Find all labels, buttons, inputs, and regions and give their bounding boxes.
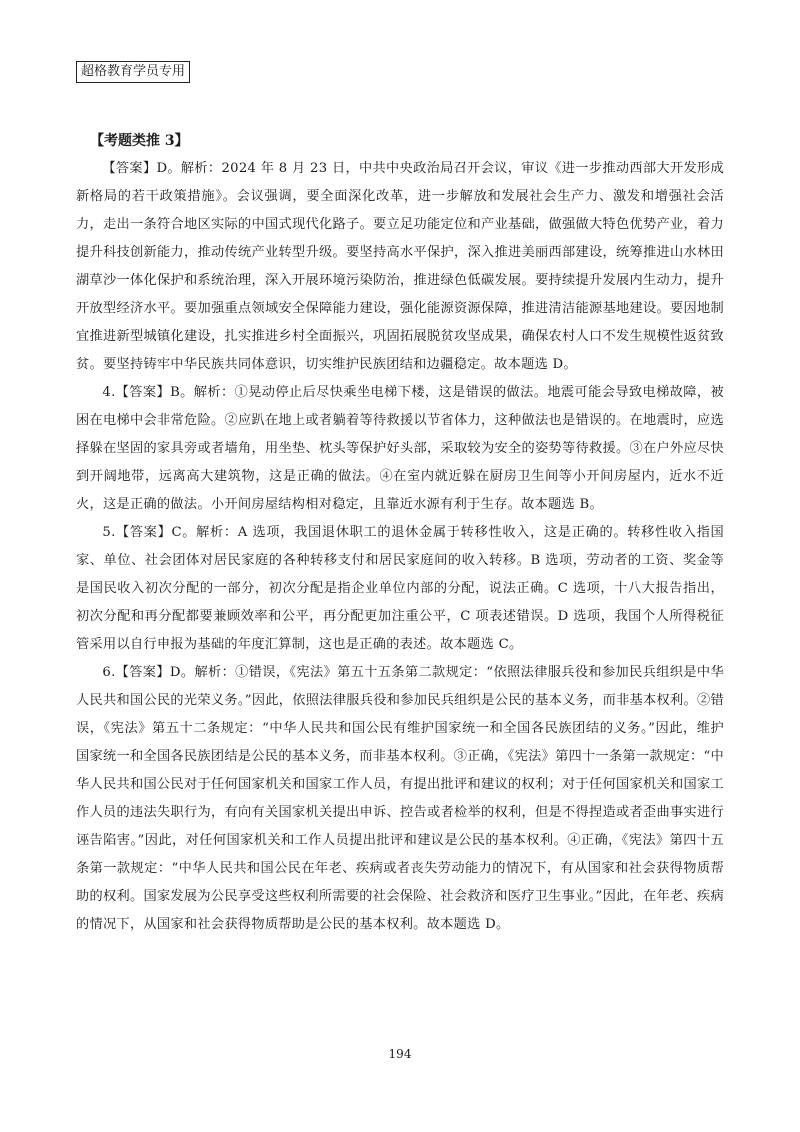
answer-paragraph-3: 【答案】D。解析：2024 年 8 月 23 日，中共中央政治局召开会议，审议《进一步推动西部大开发形成新格局的若干政策措施》。会议强调，要全面深化改革，进一步解放和发展社会生产力、激发和增强社会活力，走出一条符合地区实际的中国式现代化路子。要立足功能定位和产业基础，做强做大特色优势产业，着力提升科技创新能力，推动传统产业转型升级。要坚持高水平保护，深入推进美丽西部建设，统筹推进山水林田湖草沙一体化保护和系统治理，深入开展环境污染防治，推进绿色低碳发展。要持续提升发展内生动力，提升开放型经济水平。要加强重点领域安全保障能力建设，强化能源资源保障，推进清洁能源基地建设。要因地制宜推进新型城镇化建设，扎实推进乡村全面振兴，巩固拓展脱贫攻坚成果，确保农村人口不发生规模性返贫致贫。要坚持铸牢中华民族共同体意识，切实维护民族团结和边疆稳定。故本题选 D。 — [76, 161, 724, 372]
section-title: 【考题类推 3】 — [90, 133, 189, 149]
page-number: 194 — [388, 1047, 412, 1061]
header-stamp-label: 超格教育学员专用 — [76, 61, 190, 83]
document-body — [76, 127, 724, 939]
answer-paragraph-6: 6.【答案】D。解析：①错误，《宪法》第五十五条第二款规定：“依照法律服兵役和参加民兵组织是中华人民共和国公民的光荣义务。”因此，依照法律服兵役和参加民兵组织是公民的基本义务，而非基本权利。②错误，《宪法》第五十二条规定：“中华人民共和国公民有维护国家统一和全国各民族团结的义务。”因此，维护国家统一和全国各民族团结是公民的基本义务，而非基本权利。③正确，《宪法》第四十一条第一款规定：“中华人民共和国公民对于任何国家机关和国家工作人员，有提出批评和建议的权利；对于任何国家机关和国家工作人员的违法失职行为，有向有关国家机关提出申诉、控告或者检举的权利，但是不得捏造或者歪曲事实进行诬告陷害。”因此，对任何国家机关和工作人员提出批评和建议是公民的基本权利。④正确，《宪法》第四十五条第一款规定：“中华人民共和国公民在年老、疾病或者丧失劳动能力的情况下，有从国家和社会获得物质帮助的权利。国家发展为公民享受这些权利所需要的社会保险、社会救济和医疗卫生事业。”因此，在年老、疾病的情况下，从国家和社会获得物质帮助是公民的基本权利。故本题选 D。 — [76, 665, 724, 932]
answer-paragraph-4: 4.【答案】B。解析：①晃动停止后尽快乘坐电梯下楼，这是错误的做法。地震可能会导致电梯故障，被困在电梯中会非常危险。②应趴在地上或者躺着等待救援以节省体力，这种做法也是错误的。在地震时，应选择躲在坚固的家具旁或者墙角，用坐垫、枕头等保护好头部，采取较为安全的姿势等待救援。③在户外应尽快到开阔地带，远离高大建筑物，这是正确的做法。④在室内就近躲在厨房卫生间等小开间房屋内，近水不近火，这是正确的做法。小开间房屋结构相对稳定，且靠近水源有利于生存。故本题选 B。 — [76, 385, 724, 512]
answer-paragraph-5: 5.【答案】C。解析：A 选项，我国退休职工的退休金属于转移性收入，这是正确的。转移性收入指国家、单位、社会团体对居民家庭的各种转移支付和居民家庭间的收入转移。B 选项，劳动者的工资、奖金等是国民收入初次分配的一部分，初次分配是指企业单位内部的分配，说法正确。C 选项，十八大报告指出，初次分配和再分配都要兼顾效率和公平，再分配更加注重公平，C 项表述错误。D 选项，我国个人所得税征管采用以自行申报为基础的年度汇算制，这也是正确的表述。故本题选 C。 — [76, 525, 724, 652]
